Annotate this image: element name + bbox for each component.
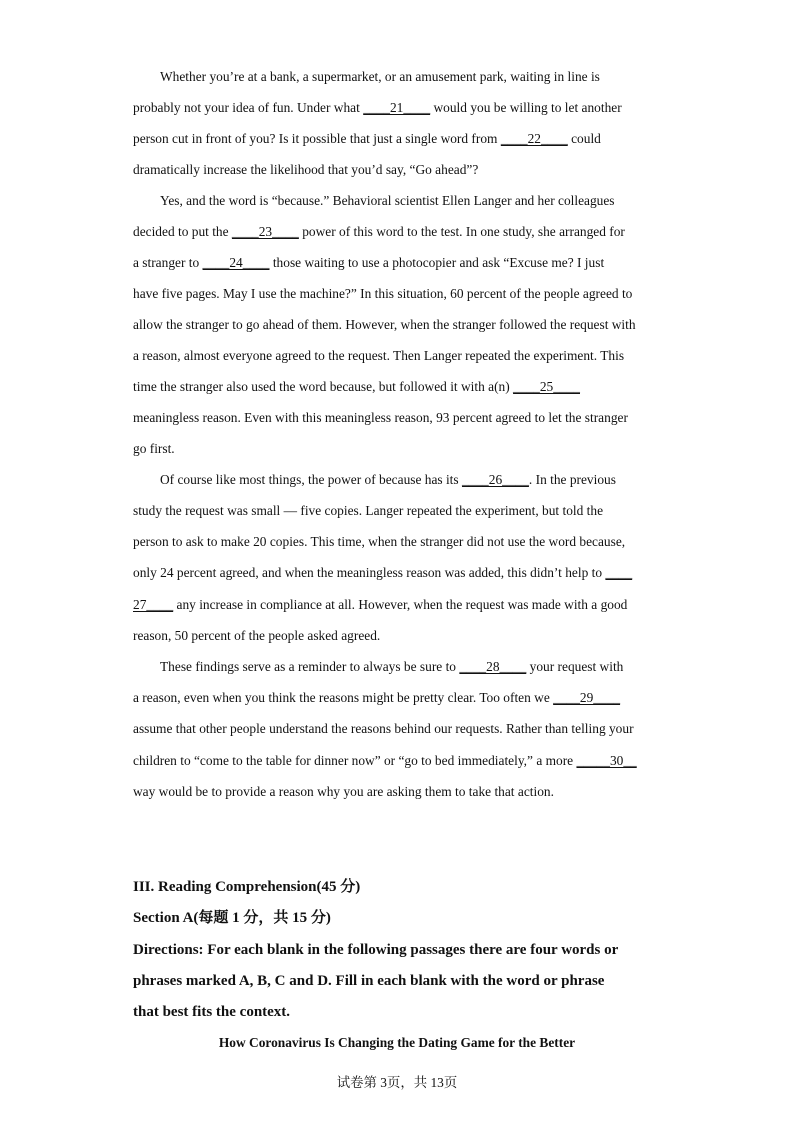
cloze-blank: ____21____ [363,100,431,115]
section-heading-a: Section A(每题 1 分，共 15 分) [133,910,331,926]
passage-line [133,99,622,117]
directions-line-3: that best fits the context. [133,1004,291,1020]
passage-line [133,316,636,334]
cloze-blank: ____22____ [500,131,568,146]
passage-text: Of course like most things, the power of because has its [160,472,462,487]
passage-line [133,502,603,520]
cloze-blank: ____29____ [553,690,621,705]
passage-line [133,752,637,770]
passage-line [133,564,632,582]
passage-text: meaningless reason. Even with this meaningless reason, 93 percent agreed to let the stranger [133,410,628,425]
passage-line [133,596,627,614]
cloze-blank: ____28____ [459,659,527,674]
passage-text: These findings serve as a reminder to always be sure to [160,659,460,674]
passage-line [133,533,625,551]
passage-line [133,223,625,241]
passage-text: only 24 percent agreed, and when the meaningless reason was added, this didn’t help to [133,565,606,580]
passage-text: allow the stranger to go ahead of them. However, when the stranger followed the request with [133,317,636,332]
passage-text: dramatically increase the likelihood that you’d say, “Go ahead”? [133,162,479,177]
cloze-blank: ____25____ [513,379,580,394]
passage-text: . In the previous [528,472,616,487]
passage-line [160,192,615,210]
passage-text: study the request was small — five copies. Langer repeated the experiment, but told the [133,503,604,518]
passage-line [160,68,600,86]
passage-text: reason, 50 percent of the people asked agreed. [133,628,381,643]
passage-line [133,409,628,427]
passage-line [133,285,632,303]
cloze-blank: 27____ [133,597,174,612]
passage-line [133,689,620,707]
passage-text: a reason, almost everyone agreed to the request. Then Langer repeated the experiment. This [133,348,625,363]
passage-text: power of this word to the test. In one study, she arranged for [298,224,625,239]
passage-line [133,378,580,396]
cloze-blank: _____30__ [576,753,637,768]
cloze-blank: ____ [605,565,633,580]
passage-text: person to ask to make 20 copies. This time, when the stranger did not use the word because, [133,534,626,549]
passage-text: probably not your idea of fun. Under what [133,100,364,115]
passage-text: any increase in compliance at all. However, when the request was made with a good [173,597,628,612]
passage-text: those waiting to use a photocopier and ask “Excuse me? I just [269,255,605,270]
passage-text: go first. [133,441,175,456]
directions-line-2: phrases marked A, B, C and D. Fill in each blank with the word or phrase [133,973,605,989]
passage-text: Yes, and the word is “because.” Behavioral scientist Ellen Langer and her colleagues [160,193,615,208]
passage-text: decided to put the [133,224,232,239]
passage-text: way would be to provide a reason why you are asking them to take that action. [133,784,554,799]
passage-line [160,471,616,489]
passage-text: children to “come to the table for dinner now” or “go to bed immediately,” a more [133,753,577,768]
passage-line [160,658,623,676]
passage-text: would you be willing to let another [430,100,622,115]
passage-line [133,161,478,179]
passage-line [133,254,604,272]
article-title: How Coronavirus Is Changing the Dating Game for the Better [218,1035,576,1050]
passage-line [133,130,601,148]
passage-line [133,783,554,801]
passage-text: time the stranger also used the word because, but followed it with a(n) [133,379,514,394]
passage-text: a stranger to [133,255,203,270]
passage-text: could [567,131,601,146]
passage-text: a reason, even when you think the reasons might be pretty clear. Too often we [133,690,554,705]
passage-text: have five pages. May I use the machine?” In this situation, 60 percent of the people agreed to [133,286,633,301]
passage-line [133,720,634,738]
page-footer: 试卷第 3页，共 13页 [336,1075,458,1090]
passage-text: person cut in front of you? Is it possible that just a single word from [133,131,501,146]
passage-line [133,347,624,365]
cloze-blank: ____24____ [202,255,270,270]
passage-line [133,627,380,645]
cloze-blank: ____23____ [231,224,299,239]
section-heading-reading: III. Reading Comprehension(45 分) [133,879,361,895]
passage-line [133,440,175,458]
passage-text: assume that other people understand the reasons behind our requests. Rather than telling your [133,721,634,736]
cloze-blank: ____26____ [461,472,529,487]
passage-text: Whether you’re at a bank, a supermarket, or an amusement park, waiting in line is [160,69,600,84]
directions-line-1: Directions: For each blank in the following passages there are four words or [133,942,619,958]
passage-text: your request with [526,659,624,674]
